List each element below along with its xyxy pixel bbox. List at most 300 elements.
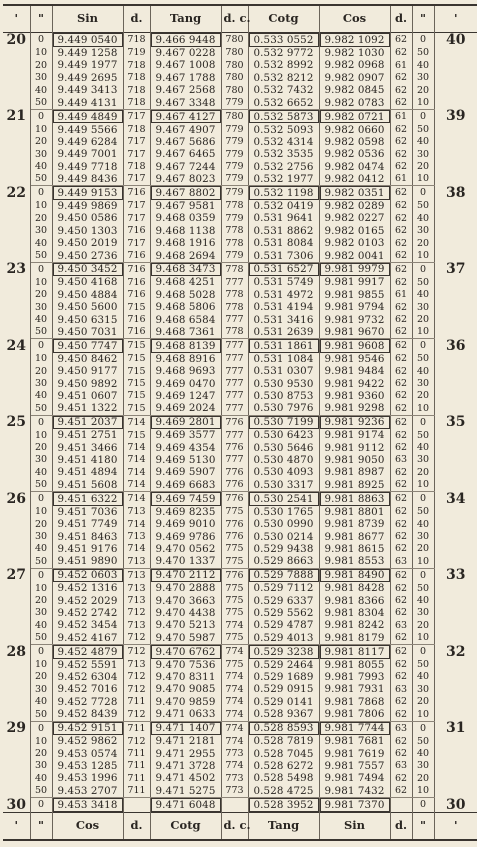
row-diff-2: 62 — [390, 301, 412, 313]
row-seconds-right: 10 — [412, 555, 434, 568]
row-cotg-value: 0.528 6272 — [248, 760, 319, 772]
row-minutes-right — [434, 466, 477, 478]
row-diff-2: 62 — [390, 402, 412, 415]
row-seconds-left: 0 — [30, 415, 52, 429]
row-seconds-right: 50 — [412, 123, 434, 135]
row-cotg-value: 0.529 0141 — [248, 696, 319, 708]
row-sin-value: 9.452 7728 — [52, 696, 123, 708]
row-cos-value: 9.981 8987 — [319, 466, 390, 478]
row-minutes-left — [3, 735, 30, 747]
row-seconds-left: 30 — [30, 607, 52, 619]
row-diff-2: 62 — [390, 785, 412, 798]
table-row — [3, 659, 477, 671]
row-sin-value: 9.451 7036 — [52, 506, 123, 518]
row-cotg-value: 0.532 3535 — [248, 148, 319, 160]
row-minutes-left — [3, 607, 30, 619]
row-seconds-right: 50 — [412, 353, 434, 365]
row-cotg-value: 0.531 8862 — [248, 225, 319, 237]
row-diff-2: 62 — [390, 696, 412, 708]
row-diff-common: 777 — [221, 353, 248, 365]
row-tang-value: 9.469 6683 — [150, 479, 221, 492]
table-row — [3, 262, 477, 276]
row-cos-value: 9.982 0227 — [319, 212, 390, 224]
header-diff-1: d. — [123, 5, 150, 33]
row-diff-2 — [390, 798, 412, 813]
row-minutes-right — [434, 353, 477, 365]
row-tang-value: 9.471 2181 — [150, 735, 221, 747]
logarithm-table — [3, 4, 477, 841]
row-diff-common: 774 — [221, 721, 248, 735]
row-diff-1: 718 — [123, 59, 150, 71]
row-minutes-right — [434, 225, 477, 237]
row-minutes-left — [3, 506, 30, 518]
table-row — [3, 492, 477, 506]
row-diff-common: 780 — [221, 109, 248, 123]
row-cotg-value: 0.529 1689 — [248, 671, 319, 683]
row-seconds-left: 50 — [30, 326, 52, 339]
row-diff-2: 62 — [390, 632, 412, 645]
row-diff-common: 779 — [221, 173, 248, 186]
row-cos-value: 9.981 8677 — [319, 531, 390, 543]
table-row — [3, 531, 477, 543]
row-sin-value: 9.453 1285 — [52, 760, 123, 772]
row-minutes-right — [434, 454, 477, 466]
row-seconds-left: 0 — [30, 33, 52, 48]
row-cotg-value: 0.533 0552 — [248, 33, 319, 48]
row-diff-2: 62 — [390, 568, 412, 582]
table-row — [3, 415, 477, 429]
row-diff-common: 780 — [221, 84, 248, 96]
row-cos-value: 9.981 9236 — [319, 415, 390, 429]
row-cos-value: 9.981 8179 — [319, 632, 390, 645]
row-cos-value: 9.981 9422 — [319, 378, 390, 390]
row-cos-value: 9.981 9050 — [319, 454, 390, 466]
table-row — [3, 632, 477, 645]
row-tang-value: 9.470 4438 — [150, 607, 221, 619]
row-diff-2: 62 — [390, 97, 412, 110]
table-row — [3, 123, 477, 135]
row-cos-value: 9.981 9855 — [319, 289, 390, 301]
row-diff-2: 62 — [390, 378, 412, 390]
row-diff-common: 777 — [221, 314, 248, 326]
row-sin-value: 9.450 4168 — [52, 276, 123, 288]
row-diff-2: 62 — [390, 186, 412, 200]
row-cotg-value: 0.531 4194 — [248, 301, 319, 313]
row-tang-value: 9.469 0470 — [150, 378, 221, 390]
row-minutes-left — [3, 518, 30, 530]
row-cos-value: 9.981 9917 — [319, 276, 390, 288]
row-minutes-right: 39 — [446, 108, 466, 125]
row-diff-2: 62 — [390, 492, 412, 506]
row-cos-value: 9.982 0474 — [319, 161, 390, 173]
row-diff-common: 778 — [221, 289, 248, 301]
row-diff-common: 775 — [221, 543, 248, 555]
row-minutes-left: 29 — [3, 721, 30, 735]
row-diff-common: 776 — [221, 568, 248, 582]
row-diff-common: 775 — [221, 632, 248, 645]
row-minutes-left — [3, 785, 30, 798]
footer-seconds-left: " — [30, 812, 52, 840]
row-minutes-right — [434, 607, 477, 619]
row-diff-1: 712 — [123, 708, 150, 721]
row-seconds-left: 30 — [30, 301, 52, 313]
row-tang-value: 9.470 1337 — [150, 555, 221, 568]
row-minutes-right — [434, 671, 477, 683]
row-sin-value: 9.452 7016 — [52, 683, 123, 695]
row-tang-value: 9.471 6048 — [150, 798, 221, 813]
row-sin-value: 9.449 2695 — [52, 72, 123, 84]
row-seconds-right: 50 — [412, 582, 434, 594]
row-minutes-left: 21 — [3, 109, 30, 123]
table-row — [3, 249, 477, 262]
row-diff-common: 775 — [221, 607, 248, 619]
row-minutes-right — [434, 326, 477, 339]
row-seconds-right: 20 — [412, 390, 434, 402]
row-sin-value: 9.450 1303 — [52, 225, 123, 237]
row-seconds-left: 50 — [30, 479, 52, 492]
row-cotg-value: 0.530 3317 — [248, 479, 319, 492]
row-diff-1: 713 — [123, 659, 150, 671]
row-diff-1: 712 — [123, 632, 150, 645]
row-diff-1: 718 — [123, 33, 150, 48]
row-minutes-left — [3, 696, 30, 708]
row-diff-2: 62 — [390, 72, 412, 84]
row-cos-value: 9.981 8242 — [319, 619, 390, 631]
row-seconds-right: 10 — [412, 97, 434, 110]
row-diff-1: 715 — [123, 365, 150, 377]
table-row — [3, 390, 477, 402]
row-minutes-left — [3, 543, 30, 555]
row-cos-value: 9.981 7557 — [319, 760, 390, 772]
row-diff-2: 62 — [390, 200, 412, 212]
row-diff-common: 780 — [221, 33, 248, 48]
row-minutes-right — [434, 72, 477, 84]
row-seconds-left: 10 — [30, 735, 52, 747]
row-diff-common: 779 — [221, 148, 248, 160]
row-tang-value: 9.467 1008 — [150, 59, 221, 71]
row-diff-2: 62 — [390, 225, 412, 237]
header-minutes-right: ' — [453, 11, 458, 26]
row-diff-2: 62 — [390, 747, 412, 759]
row-minutes-left: 25 — [3, 415, 30, 429]
row-diff-common: 774 — [221, 683, 248, 695]
row-sin-value: 9.450 7031 — [52, 326, 123, 339]
row-diff-1: 717 — [123, 109, 150, 123]
row-seconds-right: 10 — [412, 173, 434, 186]
footer-diff-common: d. c. — [221, 812, 248, 840]
row-sin-value: 9.450 8462 — [52, 353, 123, 365]
row-seconds-right: 20 — [412, 84, 434, 96]
row-diff-1: 715 — [123, 390, 150, 402]
row-cos-value: 9.982 1092 — [319, 33, 390, 48]
row-seconds-left: 0 — [30, 798, 52, 813]
row-cos-value: 9.982 0968 — [319, 59, 390, 71]
row-diff-2: 62 — [390, 479, 412, 492]
row-minutes-right — [434, 683, 477, 695]
row-sin-value: 9.453 3418 — [52, 798, 123, 813]
row-cos-value: 9.981 9484 — [319, 365, 390, 377]
row-seconds-left: 30 — [30, 683, 52, 695]
table-row — [3, 772, 477, 784]
row-seconds-left: 0 — [30, 645, 52, 659]
table-body — [3, 33, 477, 813]
row-cos-value: 9.981 7619 — [319, 747, 390, 759]
row-cotg-value: 0.531 6527 — [248, 262, 319, 276]
row-cotg-value: 0.530 6423 — [248, 429, 319, 441]
table-row — [3, 518, 477, 530]
table-row — [3, 326, 477, 339]
table-row — [3, 619, 477, 631]
row-minutes-right — [434, 276, 477, 288]
row-diff-2: 62 — [390, 415, 412, 429]
table-row — [3, 607, 477, 619]
footer-cos: Cos — [52, 812, 123, 840]
row-cos-value: 9.981 7868 — [319, 696, 390, 708]
footer-diff-1: d. — [123, 812, 150, 840]
row-seconds-left: 40 — [30, 772, 52, 784]
row-cotg-value: 0.530 7976 — [248, 402, 319, 415]
row-diff-2: 62 — [390, 659, 412, 671]
row-seconds-left: 40 — [30, 314, 52, 326]
row-diff-common: 779 — [221, 123, 248, 135]
table-row — [3, 353, 477, 365]
row-cotg-value: 0.531 4972 — [248, 289, 319, 301]
table-row — [3, 479, 477, 492]
table-row — [3, 365, 477, 377]
row-seconds-left: 0 — [30, 262, 52, 276]
table-row — [3, 785, 477, 798]
row-diff-2: 62 — [390, 708, 412, 721]
header-seconds-right: " — [412, 5, 434, 33]
row-seconds-right: 40 — [412, 518, 434, 530]
table-row — [3, 798, 477, 813]
row-diff-1: 715 — [123, 402, 150, 415]
row-cos-value: 9.981 9546 — [319, 353, 390, 365]
row-diff-1: 713 — [123, 582, 150, 594]
row-minutes-right — [434, 772, 477, 784]
row-diff-2: 63 — [390, 619, 412, 631]
row-diff-common: 777 — [221, 454, 248, 466]
row-seconds-left: 10 — [30, 659, 52, 671]
row-seconds-right: 30 — [412, 225, 434, 237]
row-seconds-right: 20 — [412, 772, 434, 784]
row-seconds-right: 30 — [412, 607, 434, 619]
row-sin-value: 9.449 7001 — [52, 148, 123, 160]
row-cos-value: 9.981 9174 — [319, 429, 390, 441]
row-tang-value: 9.469 4354 — [150, 442, 221, 454]
row-seconds-right: 0 — [412, 339, 434, 353]
row-minutes-left — [3, 136, 30, 148]
row-seconds-right: 40 — [412, 212, 434, 224]
row-minutes-right — [434, 696, 477, 708]
row-seconds-right: 20 — [412, 161, 434, 173]
row-cos-value: 9.982 0289 — [319, 200, 390, 212]
row-seconds-right: 0 — [412, 262, 434, 276]
row-diff-common: 775 — [221, 659, 248, 671]
row-sin-value: 9.451 1322 — [52, 402, 123, 415]
row-sin-value: 9.452 5591 — [52, 659, 123, 671]
row-seconds-right: 20 — [412, 619, 434, 631]
row-cotg-value: 0.531 3416 — [248, 314, 319, 326]
row-seconds-right: 50 — [412, 735, 434, 747]
table-row — [3, 72, 477, 84]
row-diff-2: 63 — [390, 555, 412, 568]
row-seconds-left: 40 — [30, 161, 52, 173]
row-minutes-right — [434, 619, 477, 631]
row-cotg-value: 0.531 7306 — [248, 249, 319, 262]
header-tang: Tang — [150, 5, 221, 33]
row-cotg-value: 0.529 4787 — [248, 619, 319, 631]
row-minutes-right — [434, 314, 477, 326]
row-diff-2: 61 — [390, 173, 412, 186]
row-tang-value: 9.470 9085 — [150, 683, 221, 695]
row-diff-common: 780 — [221, 59, 248, 71]
row-seconds-left: 40 — [30, 543, 52, 555]
row-diff-2: 62 — [390, 249, 412, 262]
row-sin-value: 9.452 2029 — [52, 595, 123, 607]
row-sin-value: 9.452 9862 — [52, 735, 123, 747]
row-seconds-right: 40 — [412, 671, 434, 683]
row-diff-1: 711 — [123, 772, 150, 784]
footer-minutes-left: ' — [3, 812, 30, 840]
row-sin-value: 9.449 8436 — [52, 173, 123, 186]
footer-tang: Tang — [248, 812, 319, 840]
row-minutes-right — [434, 659, 477, 671]
row-sin-value: 9.451 8463 — [52, 531, 123, 543]
row-seconds-left: 10 — [30, 582, 52, 594]
row-minutes-right — [434, 161, 477, 173]
row-minutes-right — [434, 237, 477, 249]
row-tang-value: 9.466 9448 — [150, 33, 221, 48]
row-minutes-right — [434, 785, 477, 798]
row-minutes-left — [3, 276, 30, 288]
row-seconds-left: 10 — [30, 506, 52, 518]
row-sin-value: 9.451 2751 — [52, 429, 123, 441]
row-seconds-left: 50 — [30, 97, 52, 110]
row-minutes-left — [3, 683, 30, 695]
row-cos-value: 9.982 0598 — [319, 136, 390, 148]
row-diff-1: 716 — [123, 249, 150, 262]
row-minutes-left — [3, 47, 30, 59]
row-cotg-value: 0.530 4093 — [248, 466, 319, 478]
row-cos-value: 9.982 0412 — [319, 173, 390, 186]
row-diff-1: 717 — [123, 200, 150, 212]
table-row — [3, 289, 477, 301]
row-minutes-right — [434, 595, 477, 607]
row-sin-value: 9.449 1258 — [52, 47, 123, 59]
row-diff-common: 779 — [221, 136, 248, 148]
row-diff-2: 62 — [390, 212, 412, 224]
row-cotg-value: 0.530 2541 — [248, 492, 319, 506]
table-row — [3, 466, 477, 478]
row-diff-2: 62 — [390, 262, 412, 276]
row-diff-common: 778 — [221, 225, 248, 237]
row-seconds-right: 10 — [412, 708, 434, 721]
row-diff-common: 774 — [221, 671, 248, 683]
row-cos-value: 9.981 7931 — [319, 683, 390, 695]
table-row — [3, 429, 477, 441]
row-sin-value: 9.449 1977 — [52, 59, 123, 71]
row-minutes-right — [434, 531, 477, 543]
row-diff-1: 718 — [123, 97, 150, 110]
row-diff-common: 778 — [221, 326, 248, 339]
row-cos-value: 9.981 8304 — [319, 607, 390, 619]
row-minutes-right — [434, 200, 477, 212]
row-diff-1: 717 — [123, 237, 150, 249]
row-tang-value: 9.468 9693 — [150, 365, 221, 377]
row-diff-2: 61 — [390, 59, 412, 71]
row-diff-1: 714 — [123, 492, 150, 506]
row-cos-value: 9.982 0907 — [319, 72, 390, 84]
row-sin-value: 9.452 9151 — [52, 721, 123, 735]
row-minutes-left: 23 — [3, 262, 30, 276]
row-tang-value: 9.470 0562 — [150, 543, 221, 555]
row-minutes-left — [3, 59, 30, 71]
row-sin-value: 9.450 9177 — [52, 365, 123, 377]
row-tang-value: 9.469 9010 — [150, 518, 221, 530]
row-seconds-right: 40 — [412, 595, 434, 607]
row-minutes-left — [3, 84, 30, 96]
row-seconds-left: 10 — [30, 429, 52, 441]
row-sin-value: 9.449 5566 — [52, 123, 123, 135]
table-row — [3, 109, 477, 123]
row-diff-common: 776 — [221, 415, 248, 429]
row-minutes-right: 38 — [446, 184, 466, 201]
row-cotg-value: 0.528 3952 — [248, 798, 319, 813]
row-minutes-left: 24 — [3, 339, 30, 353]
row-seconds-left: 30 — [30, 72, 52, 84]
row-seconds-right: 30 — [412, 760, 434, 772]
row-diff-common: 774 — [221, 708, 248, 721]
row-seconds-left: 20 — [30, 59, 52, 71]
row-diff-common: 776 — [221, 479, 248, 492]
row-diff-2: 62 — [390, 33, 412, 48]
row-tang-value: 9.468 1138 — [150, 225, 221, 237]
row-sin-value: 9.450 4884 — [52, 289, 123, 301]
row-diff-1: 719 — [123, 47, 150, 59]
row-minutes-right: 40 — [446, 32, 466, 48]
row-cotg-value: 0.531 1861 — [248, 339, 319, 353]
row-tang-value: 9.467 4127 — [150, 109, 221, 123]
row-cos-value: 9.982 0845 — [319, 84, 390, 96]
row-cos-value: 9.982 0103 — [319, 237, 390, 249]
row-sin-value: 9.450 0586 — [52, 212, 123, 224]
table-row — [3, 645, 477, 659]
row-diff-1: 718 — [123, 72, 150, 84]
row-diff-common: 779 — [221, 249, 248, 262]
row-minutes-right — [434, 365, 477, 377]
row-cotg-value: 0.530 0990 — [248, 518, 319, 530]
table-row — [3, 173, 477, 186]
row-minutes-right — [434, 123, 477, 135]
row-minutes-left: 22 — [3, 186, 30, 200]
row-diff-common: 779 — [221, 212, 248, 224]
row-diff-common: 776 — [221, 518, 248, 530]
row-diff-1: 712 — [123, 735, 150, 747]
row-diff-common: 774 — [221, 696, 248, 708]
row-tang-value: 9.468 2694 — [150, 249, 221, 262]
row-diff-2: 62 — [390, 276, 412, 288]
row-cos-value: 9.981 9112 — [319, 442, 390, 454]
row-diff-1: 714 — [123, 454, 150, 466]
row-seconds-right: 20 — [412, 237, 434, 249]
table-row — [3, 671, 477, 683]
row-cos-value: 9.982 0351 — [319, 186, 390, 200]
row-tang-value: 9.469 5907 — [150, 466, 221, 478]
row-tang-value: 9.470 2888 — [150, 582, 221, 594]
row-diff-common: 779 — [221, 161, 248, 173]
row-minutes-left — [3, 442, 30, 454]
